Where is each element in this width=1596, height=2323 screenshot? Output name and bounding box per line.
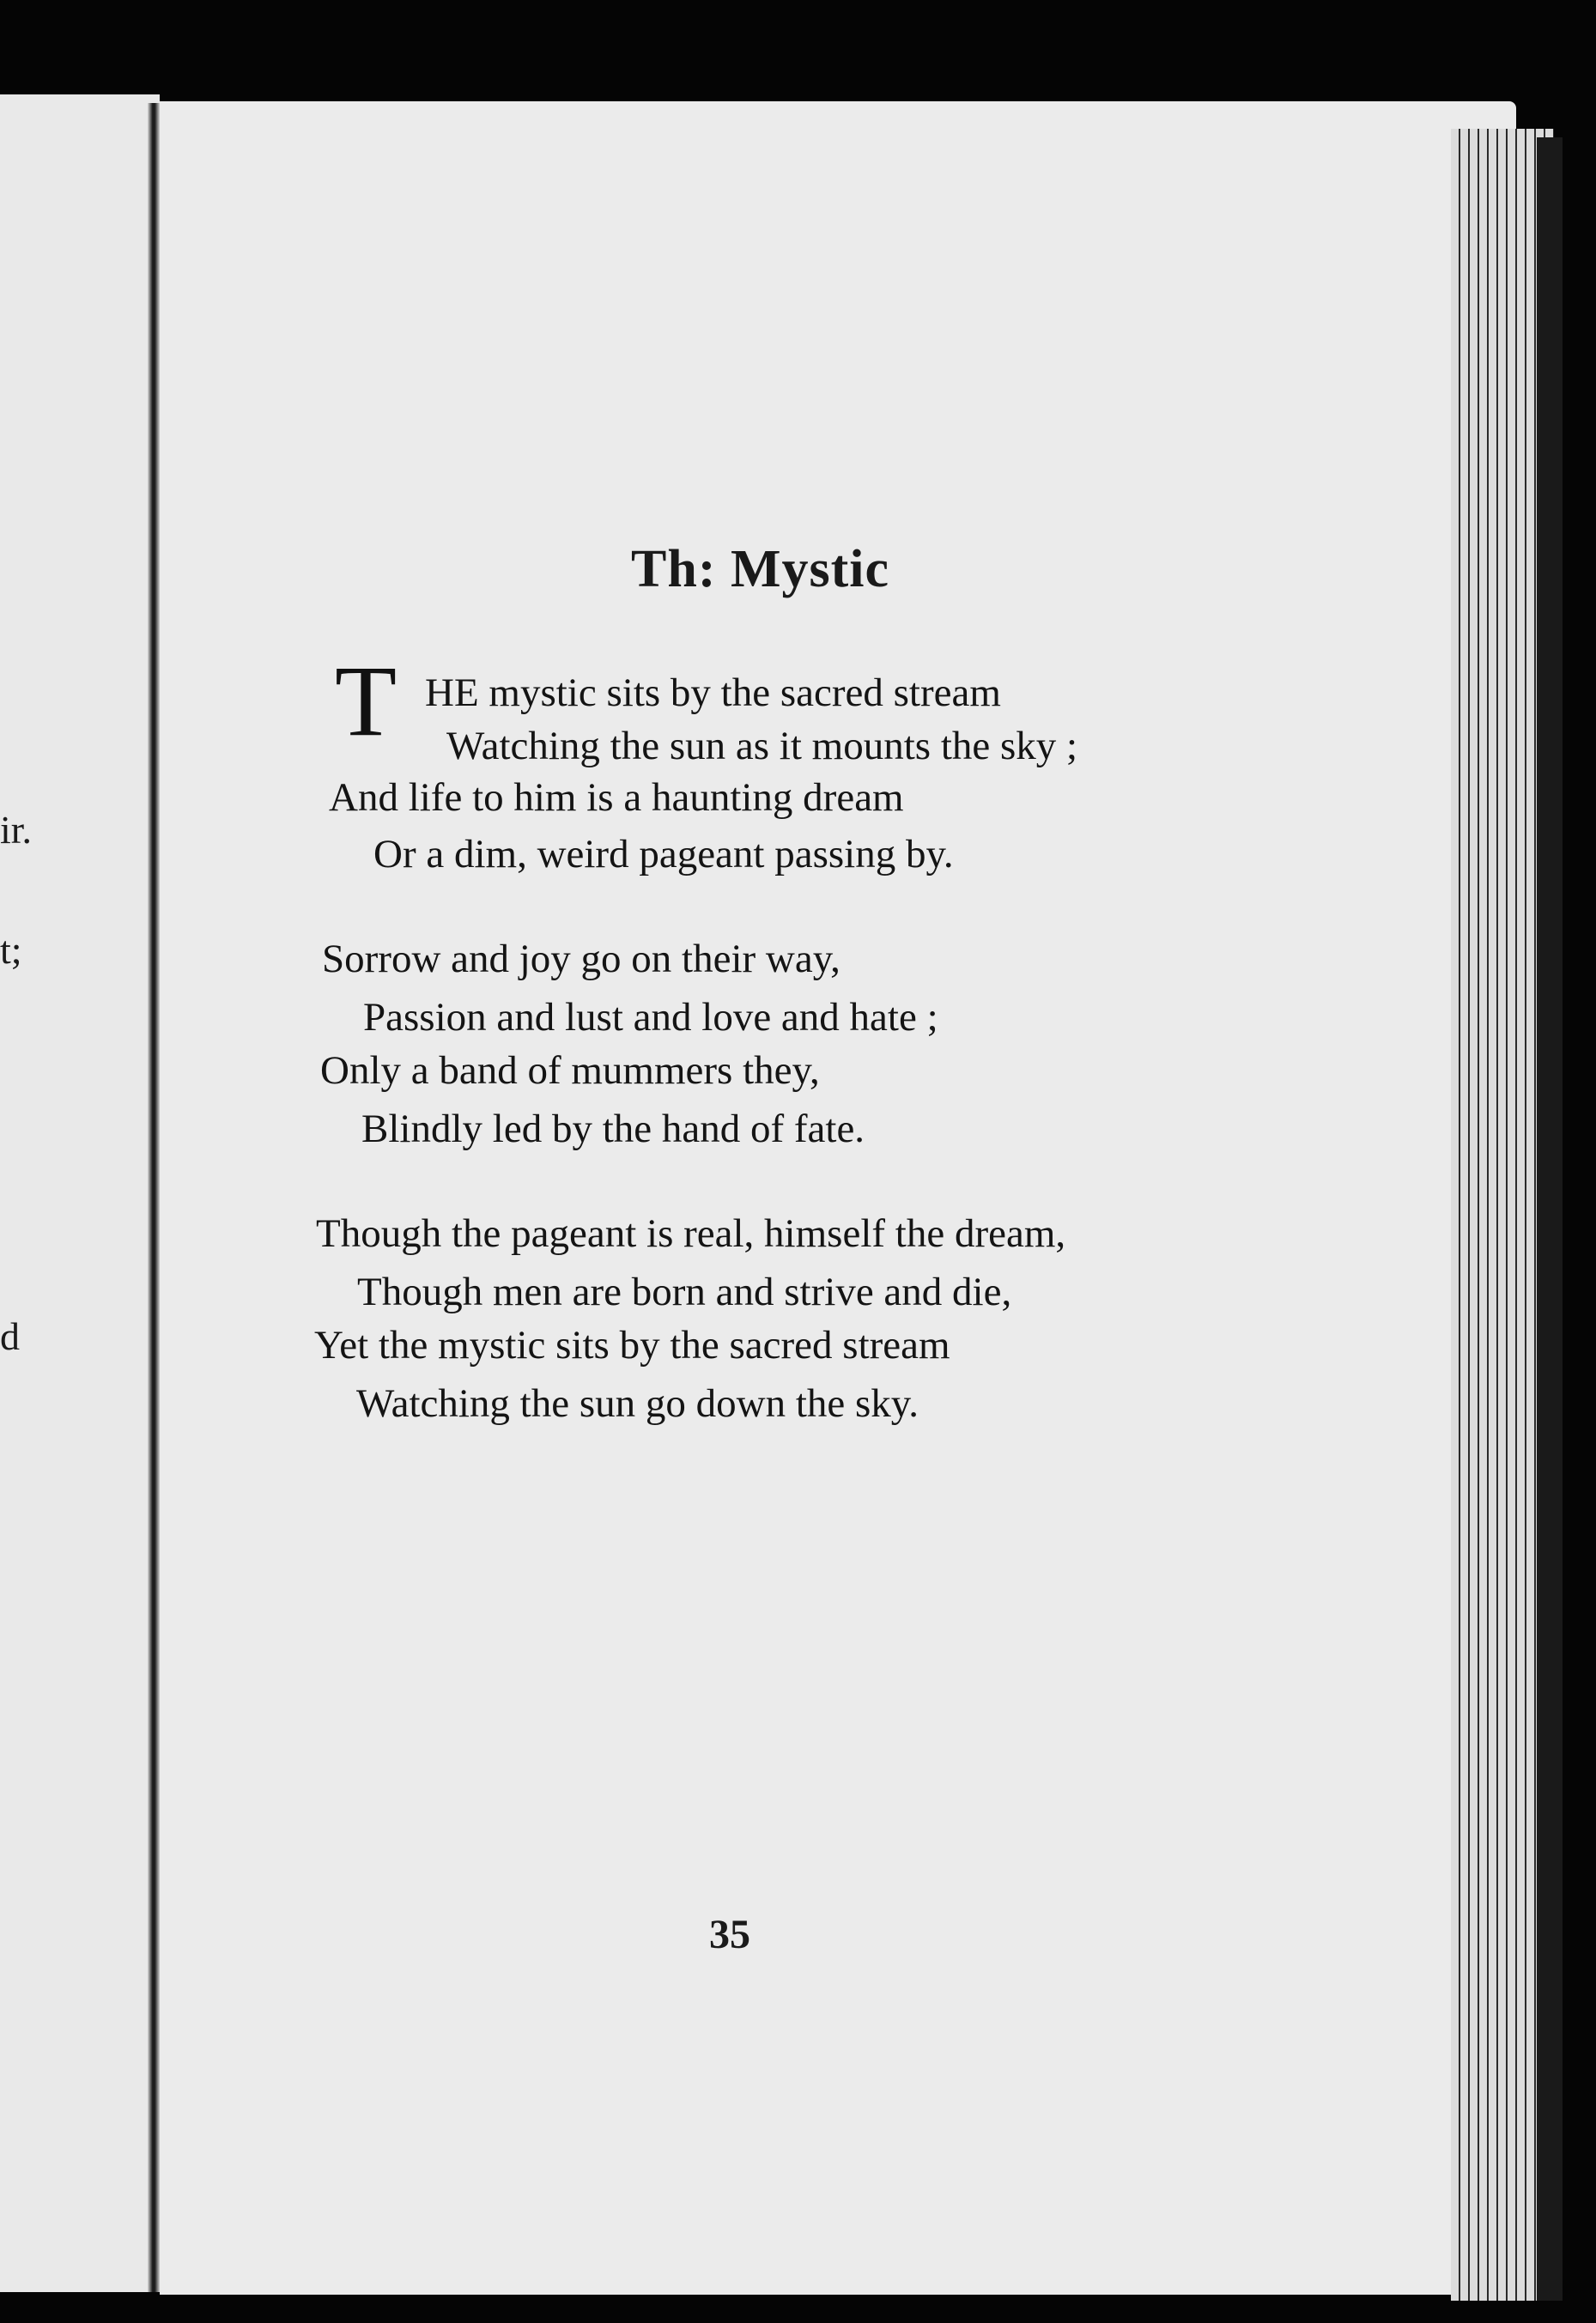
poem-line: Or a dim, weird pageant passing by. (373, 832, 954, 876)
page-number: 35 (709, 1912, 750, 1957)
poem-line: Watching the sun as it mounts the sky ; (446, 724, 1078, 768)
poem-line: Only a band of mummers they, (320, 1048, 820, 1093)
poem-line: HE mystic sits by the sacred stream (425, 670, 1001, 715)
poem-title: Th: Mystic (631, 540, 890, 598)
left-page (0, 94, 160, 2292)
poem-line: Blindly led by the hand of fate. (361, 1107, 865, 1151)
left-page-fragment: t; (0, 928, 22, 972)
book-page (160, 101, 1516, 2295)
drop-cap: T (335, 645, 397, 757)
poem-line: Yet the mystic sits by the sacred stream (314, 1323, 950, 1368)
poem-line: Sorrow and joy go on their way, (322, 937, 840, 981)
left-page-fragment: ir. (0, 808, 33, 852)
poem-line: Though the pageant is real, himself the dream, (316, 1211, 1066, 1256)
poem-line: Passion and lust and love and hate ; (363, 995, 938, 1040)
poem-line: Though men are born and strive and die, (357, 1270, 1012, 1314)
poem-line: Watching the sun go down the sky. (356, 1381, 919, 1426)
poem-line: And life to him is a haunting dream (329, 775, 904, 820)
book-gutter (148, 103, 160, 2292)
cover-edge (1537, 137, 1563, 2301)
left-page-fragment: d (0, 1314, 20, 1358)
